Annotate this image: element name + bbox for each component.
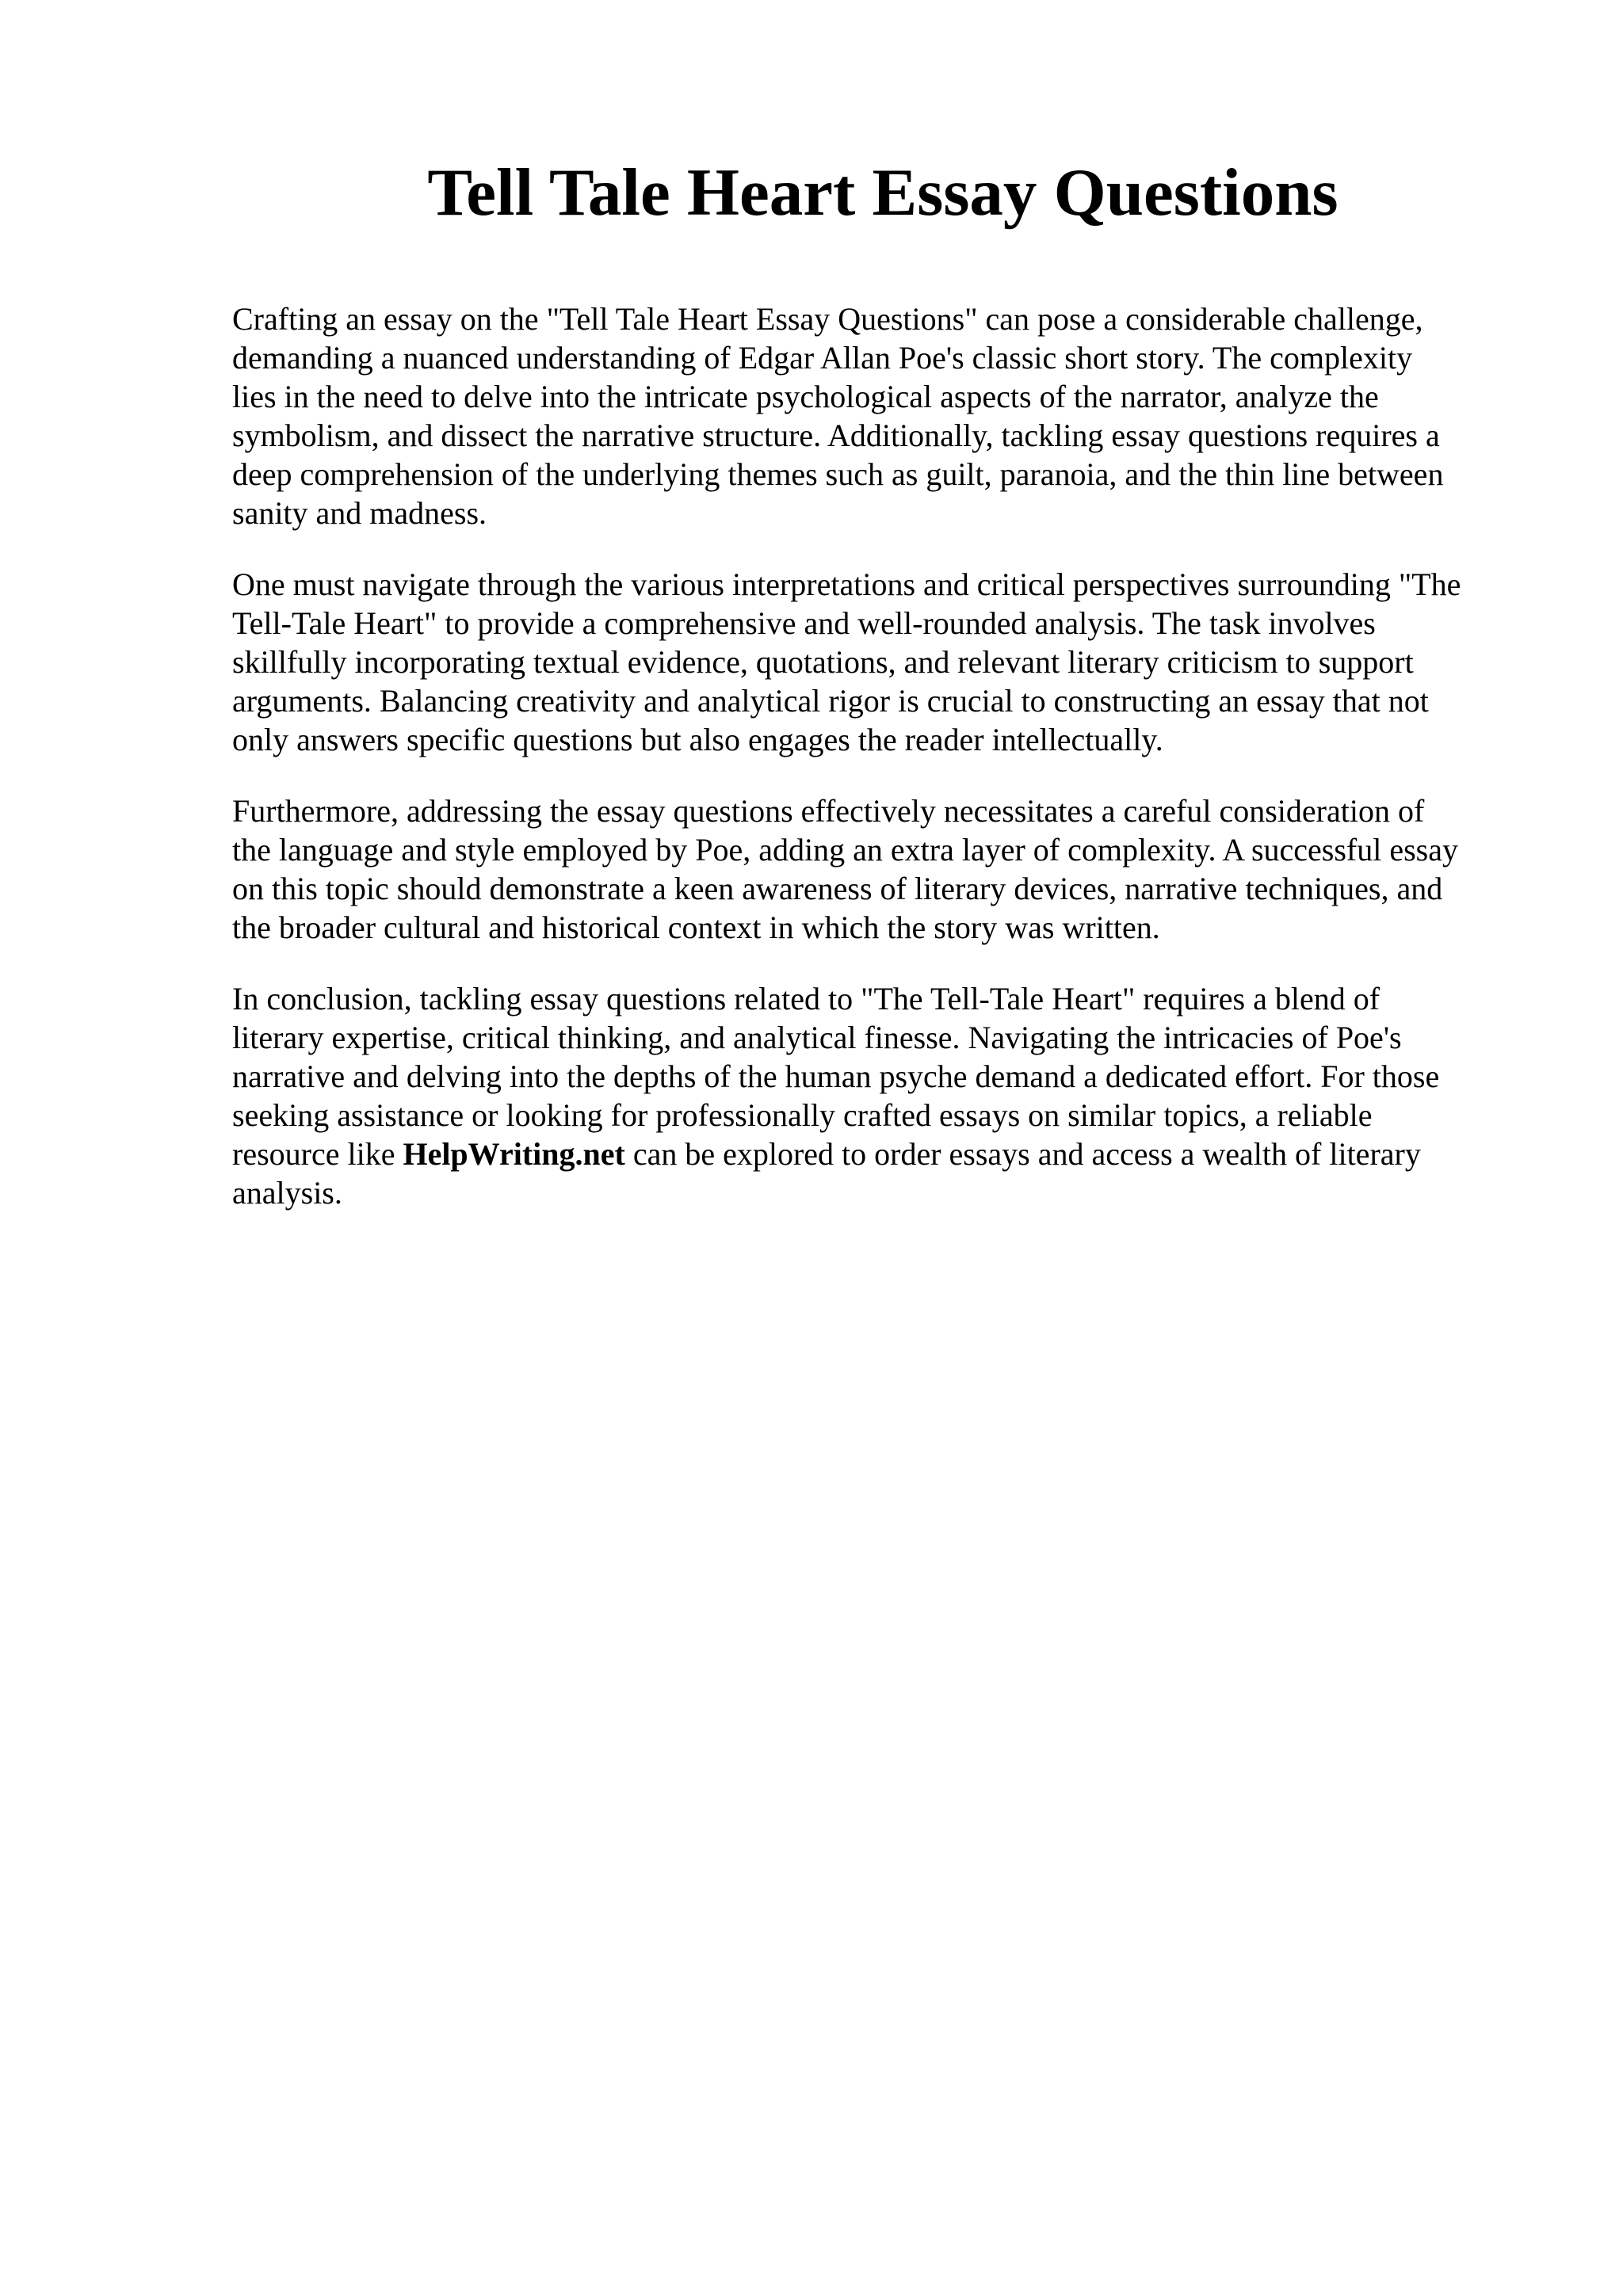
paragraph-line: the broader cultural and historical context in which the story was written.	[232, 910, 1160, 945]
paragraph-3	[232, 791, 1518, 947]
paragraph-2	[232, 565, 1518, 759]
paragraph-line-with-link	[232, 1135, 1518, 1173]
helpwriting-link[interactable]: HelpWriting.net	[403, 1136, 625, 1172]
paragraph-line: Crafting an essay on the "Tell Tale Heart Essay Questions" can pose a considerable challenge,	[232, 301, 1423, 337]
document-title: Tell Tale Heart Essay Questions	[427, 155, 1338, 230]
paragraph-line: only answers specific questions but also engages the reader intellectually.	[232, 722, 1163, 757]
paragraph-line: on this topic should demonstrate a keen awareness of literary devices, narrative techniques, and	[232, 871, 1443, 906]
paragraph-line: analysis.	[232, 1175, 342, 1211]
paragraph-line: the language and style employed by Poe, adding an extra layer of complexity. A successful essay	[232, 832, 1458, 868]
paragraph-line: In conclusion, tackling essay questions related to "The Tell-Tale Heart" requires a blend of	[232, 981, 1381, 1016]
paragraph-line: Furthermore, addressing the essay questions effectively necessitates a careful consideration of	[232, 793, 1425, 829]
paragraph-line: narrative and delving into the depths of the human psyche demand a dedicated effort. For those	[232, 1058, 1440, 1094]
paragraph-line: deep comprehension of the underlying themes such as guilt, paranoia, and the thin line between	[232, 456, 1444, 492]
paragraph-1	[232, 299, 1518, 532]
paragraph-line: Tell-Tale Heart" to provide a comprehensive and well-rounded analysis. The task involves	[232, 605, 1376, 641]
paragraph-line: seeking assistance or looking for professionally crafted essays on similar topics, a reliable	[232, 1097, 1373, 1133]
paragraph-line: demanding a nuanced understanding of Edgar Allan Poe's classic short story. The complexity	[232, 340, 1413, 376]
paragraph-line: lies in the need to delve into the intricate psychological aspects of the narrator, analyze the	[232, 379, 1379, 414]
paragraph-line: sanity and madness.	[232, 495, 487, 531]
link-line-before: resource like	[232, 1136, 403, 1172]
document-body	[232, 299, 1518, 1245]
paragraph-line: symbolism, and dissect the narrative structure. Additionally, tackling essay questions requires a	[232, 418, 1440, 453]
paragraph-line: arguments. Balancing creativity and analytical rigor is crucial to constructing an essay that not	[232, 683, 1429, 719]
link-line-after: can be explored to order essays and access a wealth of literary	[624, 1136, 1421, 1172]
paragraph-line: One must navigate through the various interpretations and critical perspectives surrounding "The	[232, 566, 1461, 602]
paragraph-line: skillfully incorporating textual evidence, quotations, and relevant literary criticism to support	[232, 644, 1414, 680]
paragraph-4	[232, 979, 1518, 1212]
paragraph-line: literary expertise, critical thinking, and analytical finesse. Navigating the intricacies of Poe's	[232, 1020, 1402, 1055]
